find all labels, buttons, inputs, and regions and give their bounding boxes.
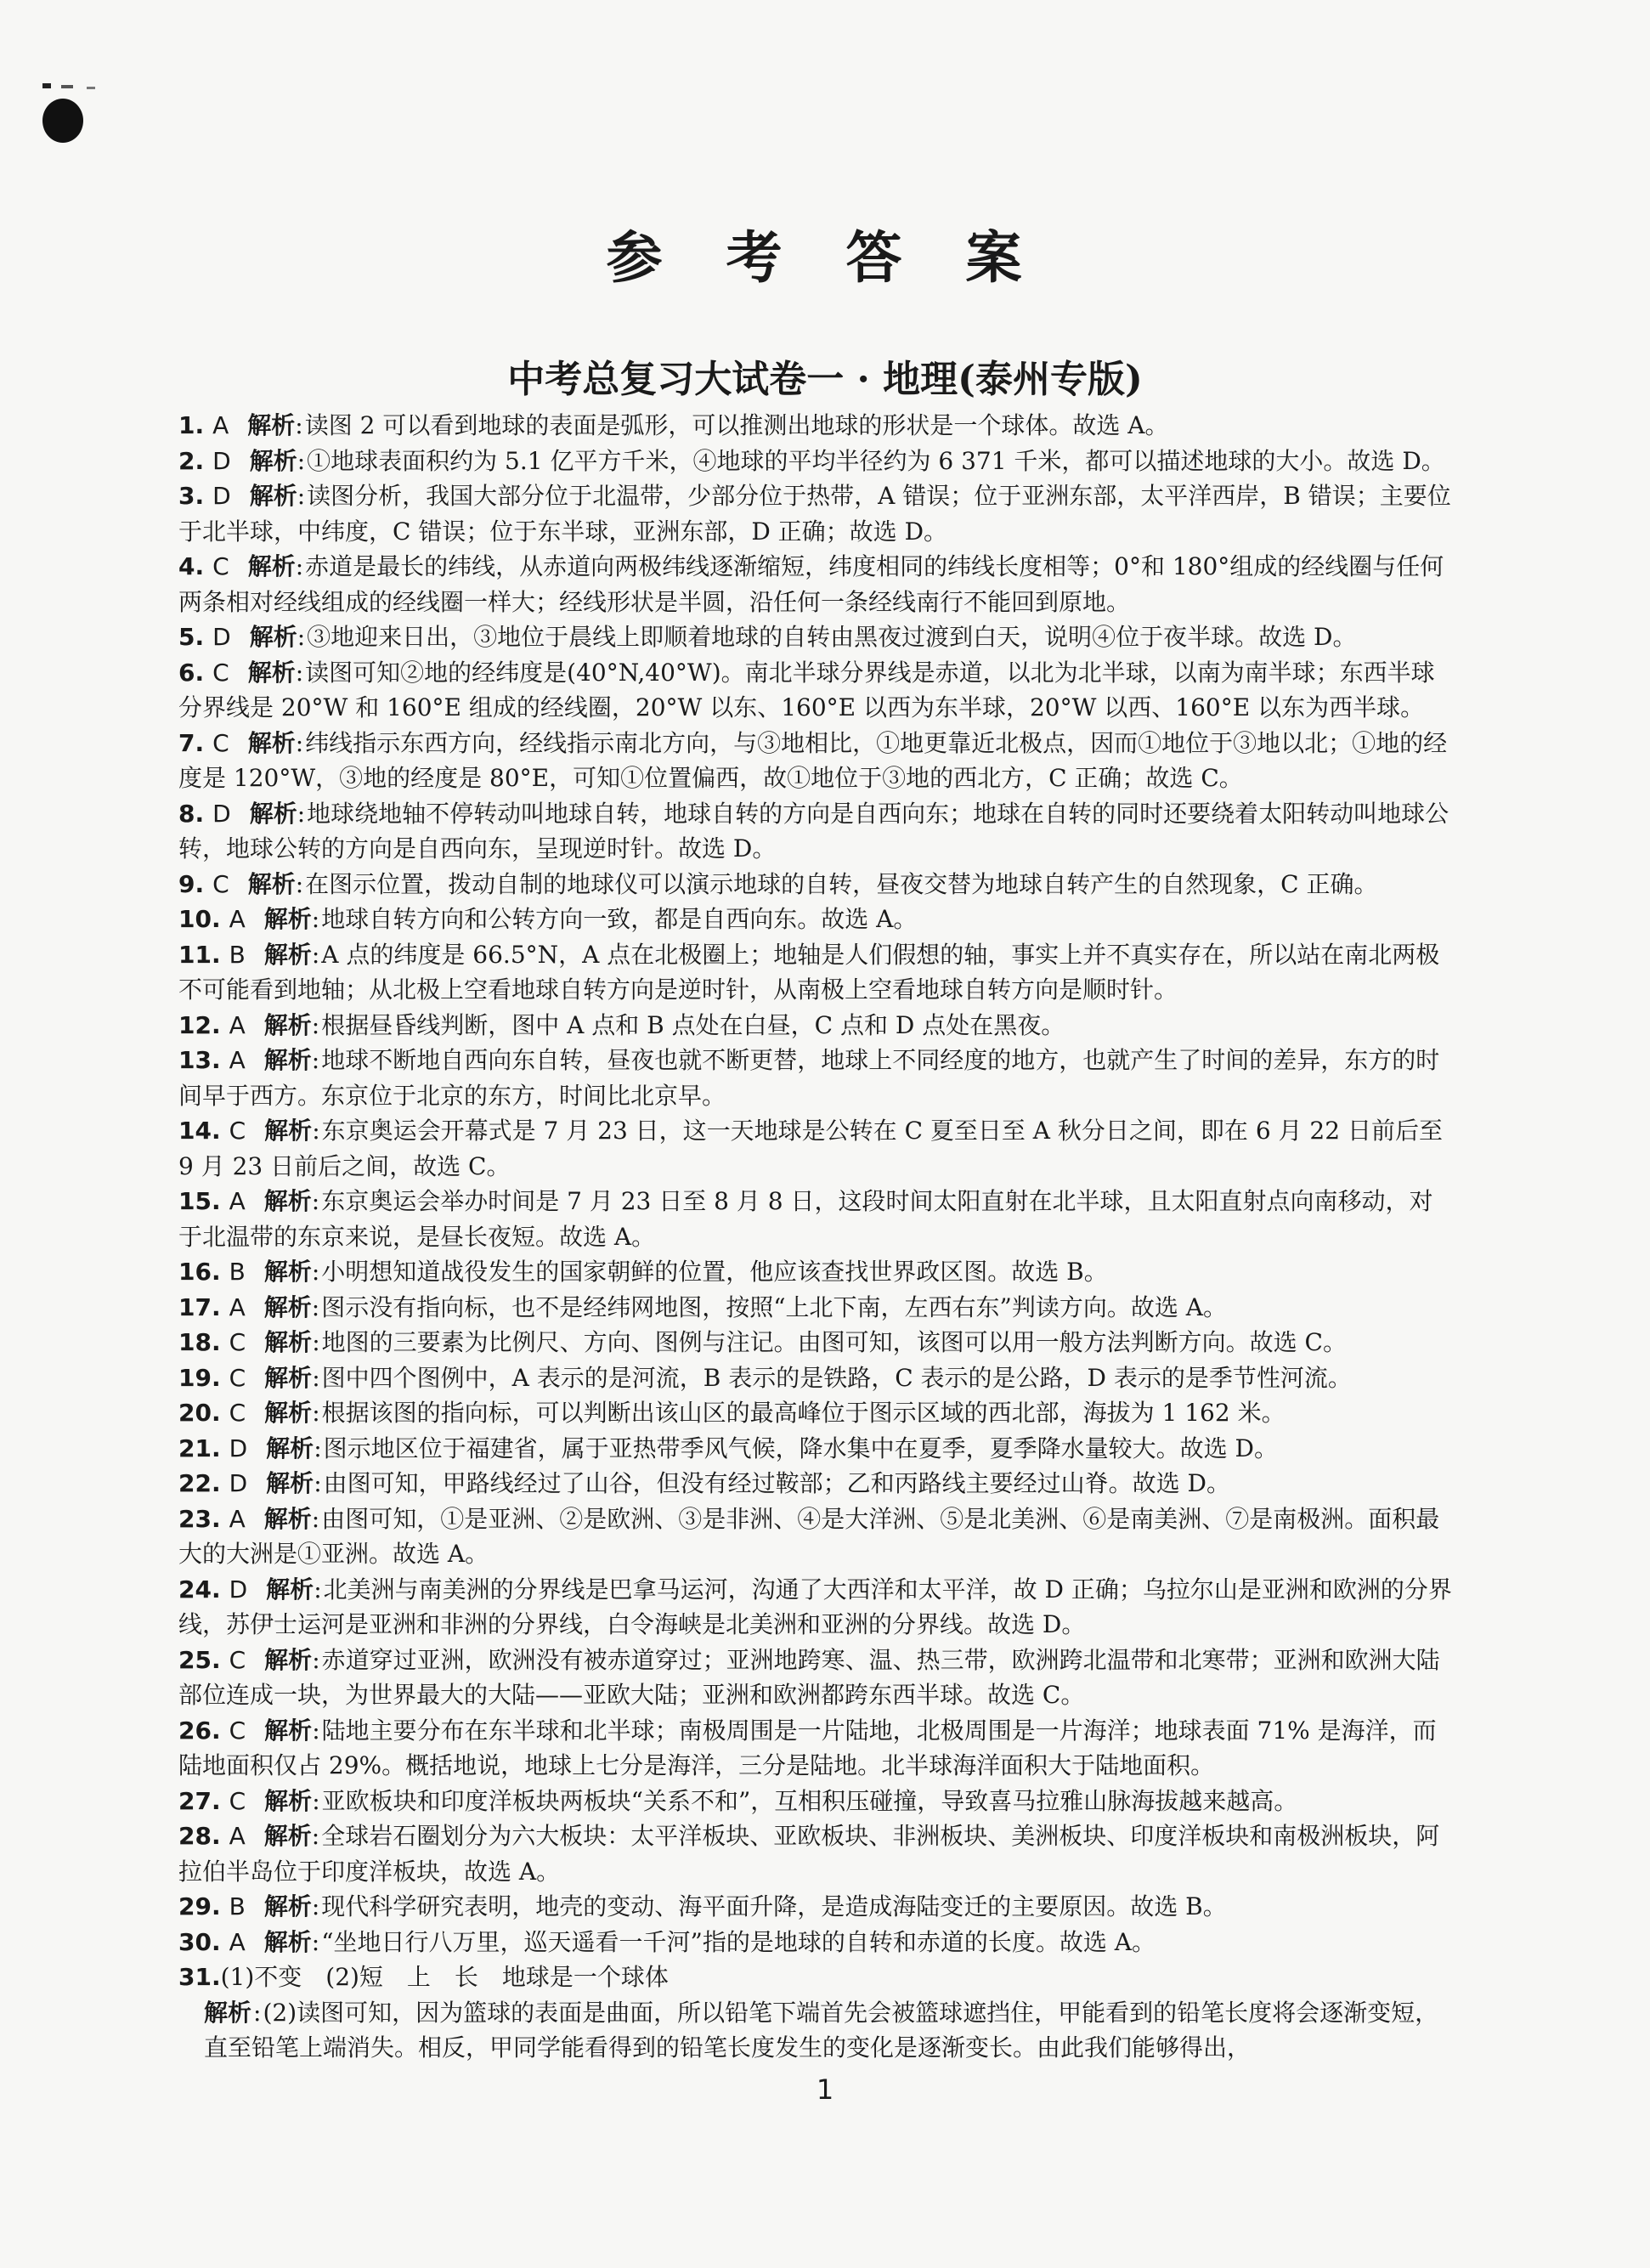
label-colon: :	[311, 905, 320, 933]
item-number: 10.	[178, 905, 221, 933]
item-analysis: 在图示位置，拨动自制的地球仪可以演示地球的自转，昼夜交替为地球自转产生的自然现象，C 正确。	[305, 869, 1378, 898]
item-answer: A	[229, 1927, 246, 1956]
item-analysis: “坐地日行八万里，巡天遥看一千河”指的是地球的自转和赤道的长度。故选 A。	[321, 1927, 1156, 1956]
item-answer: A	[229, 1010, 246, 1039]
answer-item	[178, 1466, 1453, 1502]
answer-item	[178, 1360, 1453, 1396]
answer-item-31-analysis	[178, 1995, 1453, 2066]
answer-item	[178, 1043, 1453, 1113]
label-colon: :	[311, 1822, 320, 1850]
answer-item	[178, 1784, 1453, 1819]
item-analysis: 东京奥运会开幕式是 7 月 23 日，这一天地球是公转在 C 夏至日至 A 秋分日之间，即在 6 月 22 日前后至 9 月 23 日前后之间，故选 C。	[178, 1117, 1443, 1180]
item-number: 16.	[178, 1258, 221, 1286]
analysis-label: 解析	[249, 446, 297, 475]
item-number: 14.	[178, 1117, 221, 1145]
label-colon: :	[295, 552, 304, 580]
item-number: 7.	[178, 728, 205, 757]
label-colon: :	[312, 1716, 320, 1745]
item-analysis: ①地球表面积约为 5.1 亿平方千米，④地球的平均半径约为 6 371 千米，都可以描述地球的大小。故选 D。	[307, 446, 1445, 475]
answer-item	[178, 478, 1453, 549]
item-analysis: 地图的三要素为比例尺、方向、图例与注记。由图可知，该图可以用一般方法判断方向。故选 C。	[321, 1328, 1347, 1356]
item-number: 11.	[178, 940, 221, 969]
analysis-label: 解析	[266, 1575, 314, 1603]
item-answer: C	[229, 1117, 246, 1145]
label-colon: :	[311, 1258, 320, 1286]
analysis-label: 解析	[247, 728, 296, 757]
label-colon: :	[312, 1399, 320, 1427]
item-answer: C	[212, 658, 229, 687]
label-colon: :	[311, 1292, 320, 1321]
analysis-label: 解析	[263, 1927, 312, 1956]
item-analysis: 地球绕地轴不停转动叫地球自转，地球自转的方向是自西向东；地球在自转的同时还要绕着太阳转动叫地球公转，地球公转的方向是自西向东，呈现逆时针。故选 D。	[178, 799, 1449, 863]
analysis-label: 解析	[249, 799, 297, 828]
item-number: 12.	[178, 1010, 221, 1039]
item-analysis: 根据该图的指向标，可以判断出该山区的最高峰位于图示区域的西北部，海拔为 1 162 米。	[321, 1399, 1286, 1427]
analysis-label: 解析	[264, 1117, 313, 1145]
analysis-label: 解析	[263, 1010, 312, 1039]
answer-item	[178, 1325, 1453, 1360]
item-analysis: 北美洲与南美洲的分界线是巴拿马运河，沟通了大西洋和太平洋，故 D 正确；乌拉尔山是亚洲和欧洲的分界线，苏伊士运河是亚洲和非洲的分界线，白令海峡是北美洲和亚洲的分界线。故选 D。	[178, 1575, 1452, 1638]
item-answer: D	[212, 446, 231, 475]
item-answer: A	[212, 411, 229, 439]
item-analysis: 赤道穿过亚洲，欧洲没有被赤道穿过；亚洲地跨寒、温、热三带，欧洲跨北温带和北寒带；亚洲和欧洲大陆部位连成一块，为世界最大的大陆——亚欧大陆；亚洲和欧洲都跨东西半球。故选 C。	[178, 1645, 1440, 1709]
label-colon: :	[295, 658, 304, 687]
answer-item	[178, 1889, 1453, 1925]
label-colon: :	[297, 623, 306, 651]
answer-list	[178, 408, 1453, 2066]
item-number: 4.	[178, 552, 205, 580]
item-answer: C	[229, 1328, 246, 1356]
item-number: 21.	[178, 1434, 221, 1462]
analysis-label: 解析	[263, 1258, 312, 1286]
label-colon: :	[253, 1998, 262, 2027]
item-number: 26.	[178, 1716, 221, 1745]
answer-item	[178, 937, 1453, 1008]
item-answer: C	[229, 1363, 246, 1392]
item-number: 15.	[178, 1187, 221, 1215]
item-number: 1.	[178, 411, 205, 439]
label-colon: :	[297, 482, 306, 510]
answer-item	[178, 1572, 1453, 1643]
analysis-label: 解析	[264, 1363, 313, 1392]
item-number: 30.	[178, 1927, 221, 1956]
item-analysis: 全球岩石圈划分为六大板块：太平洋板块、亚欧板块、非洲板块、美洲板块、印度洋板块和南极洲板块，阿拉伯半岛位于印度洋板块，故选 A。	[178, 1822, 1440, 1886]
answer-item	[178, 1290, 1453, 1326]
label-colon: :	[312, 1786, 320, 1815]
document-subtitle: 中考总复习大试卷一 · 地理(泰州专版)	[507, 358, 1143, 401]
item-analysis: A 点的纬度是 66.5°N，A 点在北极圈上；地轴是人们假想的轴，事实上并不真实存在，所以站在南北两极不可能看到地轴；从北极上空看地球自转方向是逆时针，从南极上空看地球自转方向是顺时针。	[178, 940, 1440, 1004]
analysis-label: 解析	[247, 411, 296, 439]
item-answer: A	[229, 1504, 246, 1533]
answer-item	[178, 796, 1453, 867]
analysis-label: 解析	[247, 869, 296, 898]
answer-item	[178, 1431, 1453, 1467]
item-answer: C	[212, 728, 229, 757]
item-analysis: (2)读图可知，因为篮球的表面是曲面，所以铅笔下端首先会被篮球遮挡住，甲能看到的铅笔长度将会逐渐变短，直至铅笔上端消失。相反，甲同学能看得到的铅笔长度发生的变化是逐渐变长。由此我们能够得出，	[204, 1998, 1439, 2062]
item-number: 13.	[178, 1046, 221, 1074]
item-number: 31.	[178, 1963, 221, 1991]
item-number: 20.	[178, 1399, 221, 1427]
item-number: 8.	[178, 799, 205, 828]
item-answer: C	[229, 1399, 246, 1427]
item-number: 2.	[178, 446, 205, 475]
label-colon: :	[311, 940, 320, 969]
analysis-label: 解析	[247, 552, 296, 580]
item-analysis: ③地迎来日出，③地位于晨线上即顺着地球的自转由黑夜过渡到白天，说明④位于夜半球。故选 D。	[307, 623, 1357, 651]
answer-item	[178, 655, 1453, 726]
label-colon: :	[311, 1187, 320, 1215]
item-analysis: 图示地区位于福建省，属于亚热带季风气候，降水集中在夏季，夏季降水量较大。故选 D。	[323, 1434, 1278, 1462]
label-colon: :	[312, 1328, 320, 1356]
answer-item	[178, 1925, 1453, 1960]
analysis-label: 解析	[263, 1046, 312, 1074]
label-colon: :	[314, 1434, 322, 1462]
item-number: 25.	[178, 1645, 221, 1674]
label-colon: :	[311, 1010, 320, 1039]
item-analysis: 纬线指示东西方向，经线指示南北方向，与③地相比，①地更靠近北极点，因而①地位于③地以北；①地的经度是 120°W，③地的经度是 80°E，可知①位置偏西，故①地位于③地的西北方，C 正确；故选 C。	[178, 728, 1448, 792]
analysis-label: 解析	[263, 1187, 312, 1215]
item-answer: A	[229, 1187, 246, 1215]
item-analysis: 读图可知②地的经纬度是(40°N,40°W)。南北半球分界线是赤道，以北为北半球，以南为南半球；东西半球分界线是 20°W 和 160°E 组成的经线圈，20°W 以东、160°E 以西为东半球，20°W 以西、160°E 以东为西半球。	[178, 658, 1435, 721]
item-answer-line: (1)不变 (2)短 上 长 地球是一个球体	[220, 1963, 669, 1991]
label-colon: :	[311, 1927, 320, 1956]
page-title: 参 考 答 案	[606, 224, 1044, 291]
item-number: 19.	[178, 1363, 221, 1392]
item-number: 28.	[178, 1822, 221, 1850]
label-colon: :	[312, 1645, 320, 1674]
analysis-label: 解析	[263, 1892, 312, 1920]
item-answer: A	[229, 1046, 246, 1074]
item-number: 27.	[178, 1786, 221, 1815]
label-colon: :	[295, 869, 304, 898]
analysis-label: 解析	[266, 1434, 314, 1462]
item-answer: C	[212, 552, 229, 580]
analysis-label: 解析	[263, 1822, 312, 1850]
item-analysis: 图中四个图例中，A 表示的是河流，B 表示的是铁路，C 表示的是公路，D 表示的是季节性河流。	[321, 1363, 1352, 1392]
item-number: 3.	[178, 482, 205, 510]
item-analysis: 地球自转方向和公转方向一致，都是自西向东。故选 A。	[321, 905, 918, 933]
item-analysis: 陆地主要分布在东半球和北半球；南极周围是一片陆地，北极周围是一片海洋；地球表面 71% 是海洋，而陆地面积仅占 29%。概括地说，地球上七分是海洋，三分是陆地。北半球海洋面积大于陆地面积。	[178, 1716, 1437, 1779]
item-answer: A	[229, 1822, 246, 1850]
label-colon: :	[311, 1504, 320, 1533]
item-analysis: 图示没有指向标，也不是经纬网地图，按照“上北下南，左西右东”判读方向。故选 A。	[321, 1292, 1227, 1321]
item-number: 6.	[178, 658, 205, 687]
item-number: 5.	[178, 623, 205, 651]
item-answer: D	[229, 1469, 248, 1497]
item-answer: C	[212, 869, 229, 898]
answer-item	[178, 1113, 1453, 1184]
analysis-label: 解析	[263, 940, 312, 969]
answer-item	[178, 1713, 1453, 1784]
analysis-label: 解析	[266, 1469, 314, 1497]
answer-item	[178, 726, 1453, 796]
analysis-label: 解析	[264, 1786, 313, 1815]
item-answer: B	[229, 1892, 246, 1920]
analysis-label: 解析	[264, 1399, 313, 1427]
answer-item	[178, 1643, 1453, 1713]
item-analysis: 亚欧板块和印度洋板块两板块“关系不和”，互相积压碰撞，导致喜马拉雅山脉海拔越来越高。	[321, 1786, 1298, 1815]
answer-item	[178, 1818, 1453, 1889]
answer-item-31	[178, 1960, 1453, 1995]
item-analysis: 东京奥运会举办时间是 7 月 23 日至 8 月 8 日，这段时间太阳直射在北半球，且太阳直射点向南移动，对于北温带的东京来说，是昼长夜短。故选 A。	[178, 1187, 1433, 1251]
item-analysis: 根据昼昏线判断，图中 A 点和 B 点处在白昼，C 点和 D 点处在黑夜。	[321, 1010, 1065, 1039]
label-colon: :	[314, 1575, 322, 1603]
item-answer: B	[229, 1258, 246, 1286]
item-analysis: 由图可知，①是亚洲、②是欧洲、③是非洲、④是大洋洲、⑤是北美洲、⑥是南美洲、⑦是南极洲。面积最大的大洲是①亚洲。故选 A。	[178, 1504, 1440, 1568]
answer-item	[178, 1502, 1453, 1572]
item-analysis: 读图分析，我国大部分位于北温带，少部分位于热带，A 错误；位于亚洲东部，太平洋西岸，B 错误；主要位于北半球，中纬度，C 错误；位于东半球，亚洲东部，D 正确；故选 D。	[178, 482, 1451, 546]
label-colon: :	[312, 1117, 320, 1145]
label-colon: :	[314, 1469, 322, 1497]
answer-item	[178, 1254, 1453, 1290]
item-answer: C	[229, 1645, 246, 1674]
label-colon: :	[297, 446, 306, 475]
item-number: 23.	[178, 1504, 221, 1533]
answer-item	[178, 1395, 1453, 1431]
item-answer: C	[229, 1786, 246, 1815]
item-answer: D	[212, 482, 231, 510]
answer-item	[178, 1184, 1453, 1254]
answer-item	[178, 1008, 1453, 1044]
item-number: 17.	[178, 1292, 221, 1321]
label-colon: :	[311, 1046, 320, 1074]
analysis-label: 解析	[264, 1716, 313, 1745]
analysis-label: 解析	[264, 1328, 313, 1356]
item-analysis: 读图 2 可以看到地球的表面是弧形，可以推测出地球的形状是一个球体。故选 A。	[304, 411, 1169, 439]
item-analysis: 由图可知，甲路线经过了山谷，但没有经过鞍部；乙和丙路线主要经过山脊。故选 D。	[323, 1469, 1230, 1497]
analysis-label: 解析	[247, 658, 296, 687]
label-colon: :	[295, 728, 304, 757]
item-answer: D	[229, 1575, 248, 1603]
item-number: 29.	[178, 1892, 221, 1920]
item-answer: B	[229, 940, 246, 969]
item-number: 22.	[178, 1469, 221, 1497]
analysis-label: 解析	[204, 1998, 252, 2027]
item-answer: A	[229, 905, 246, 933]
answer-item	[178, 902, 1453, 937]
analysis-label: 解析	[263, 1504, 312, 1533]
item-answer: D	[212, 799, 231, 828]
analysis-label: 解析	[249, 623, 297, 651]
ink-smudge	[34, 59, 110, 153]
item-number: 18.	[178, 1328, 221, 1356]
answer-item	[178, 867, 1453, 902]
item-analysis: 赤道是最长的纬线，从赤道向两极纬线逐渐缩短，纬度相同的纬线长度相等；0°和 180°组成的经线圈与任何两条相对经线组成的经线圈一样大；经线形状是半圆，沿任何一条经线南行不能回到原地。	[178, 552, 1444, 616]
item-answer: C	[229, 1716, 246, 1745]
label-colon: :	[311, 1892, 320, 1920]
item-answer: D	[229, 1434, 248, 1462]
answer-item	[178, 619, 1453, 655]
item-number: 24.	[178, 1575, 221, 1603]
label-colon: :	[312, 1363, 320, 1392]
page-number: 1	[816, 2073, 834, 2106]
label-colon: :	[297, 799, 306, 828]
item-analysis: 地球不断地自西向东自转，昼夜也就不断更替，地球上不同经度的地方，也就产生了时间的差异，东方的时间早于西方。东京位于北京的东方，时间比北京早。	[178, 1046, 1440, 1110]
item-analysis: 现代科学研究表明，地壳的变动、海平面升降，是造成海陆变迁的主要原因。故选 B。	[321, 1892, 1227, 1920]
analysis-label: 解析	[249, 482, 297, 510]
analysis-label: 解析	[263, 1292, 312, 1321]
item-answer: A	[229, 1292, 246, 1321]
item-analysis: 小明想知道战役发生的国家朝鲜的位置，他应该查找世界政区图。故选 B。	[321, 1258, 1108, 1286]
item-number: 9.	[178, 869, 205, 898]
item-answer: D	[212, 623, 231, 651]
analysis-label: 解析	[264, 1645, 313, 1674]
answer-item	[178, 408, 1453, 444]
answer-item	[178, 549, 1453, 619]
answer-item	[178, 444, 1453, 479]
label-colon: :	[295, 411, 303, 439]
analysis-label: 解析	[263, 905, 312, 933]
